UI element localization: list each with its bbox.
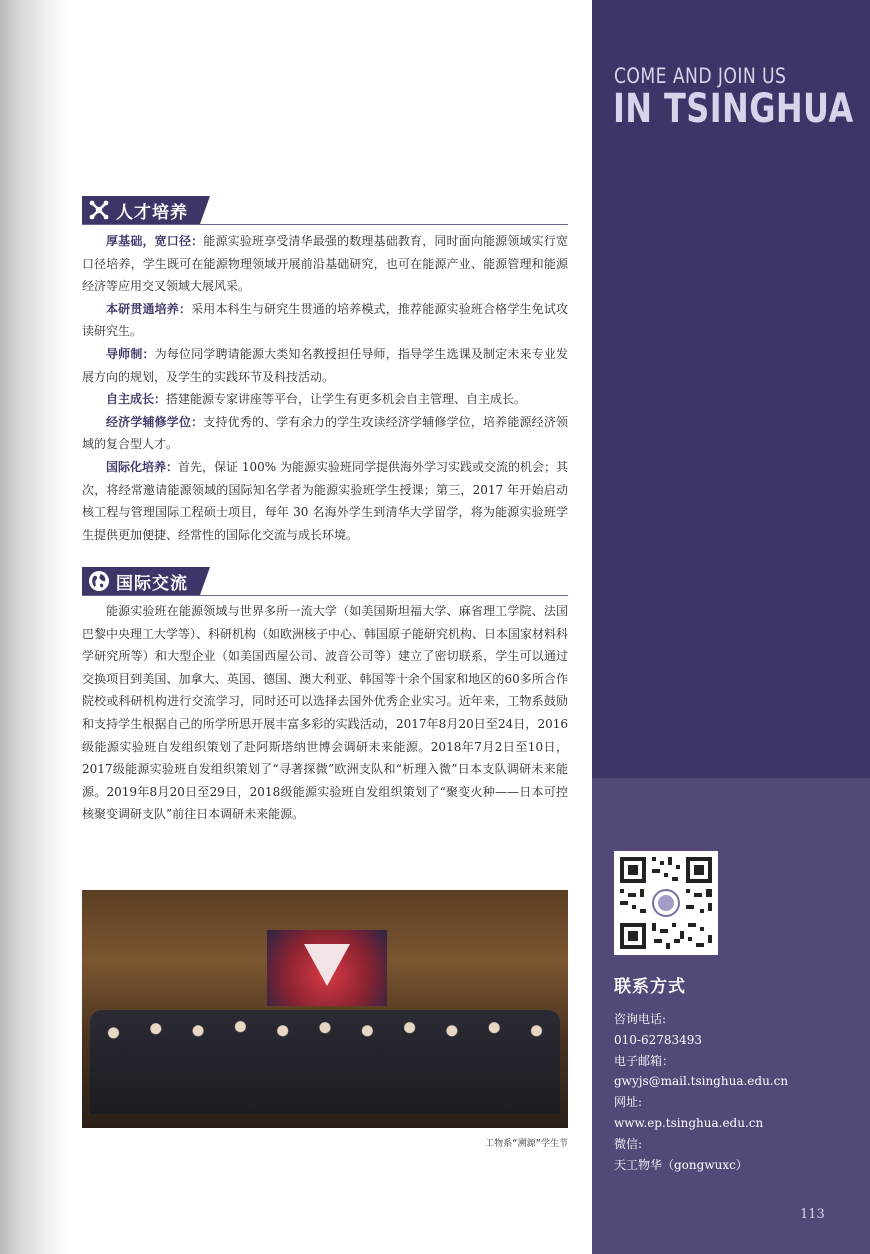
tagline-top: COME AND JOIN US — [614, 64, 787, 88]
paragraph-economics-minor — [82, 411, 568, 456]
paragraph-foundation — [82, 230, 568, 298]
text-mentor: 为每位同学聘请能源大类知名教授担任导师，指导学生选课及制定未来专业发展方向的规划，及学生的实践环节及科技活动。 — [82, 346, 568, 384]
paragraph-self-growth — [82, 388, 568, 411]
photo-caption: 工物系“溯源”学生节 — [485, 1139, 568, 1149]
paragraph-international — [82, 456, 568, 546]
contact-website-label: 网址: — [614, 1095, 643, 1110]
section-label-exchange — [82, 567, 200, 595]
term-economics-minor: 经济学辅修学位： — [106, 414, 204, 429]
paragraph-mentor — [82, 343, 568, 388]
contact-title: 联系方式 — [614, 977, 686, 997]
stage-screen — [267, 930, 387, 1006]
term-mentor: 导师制： — [106, 346, 155, 361]
talent-icon — [88, 199, 110, 221]
contact-website-value[interactable]: www.ep.tsinghua.edu.cn — [614, 1115, 764, 1130]
section-header-talent — [82, 196, 568, 225]
section-body-exchange — [82, 600, 568, 826]
text-economics-minor: 支持优秀的、学有余力的学生攻读经济学辅修学位，培养能源经济领域的复合型人才。 — [82, 414, 568, 452]
contact-wechat-label: 微信: — [614, 1136, 643, 1151]
term-foundation: 厚基础，宽口径： — [106, 234, 204, 248]
student-group — [90, 1010, 560, 1114]
tagline-main: IN TSINGHUA — [613, 86, 854, 132]
text-foundation: 能源实验班享受清华最强的数理基础教育，同时面向能源领域实行宽口径培养，学生既可在能源物理领域开展前沿基础研究，也可在能源产业、能源管理和能源经济等应用交叉领域大展风采。 — [82, 234, 568, 294]
term-international: 国际化培养： — [106, 459, 179, 474]
contact-email-label: 电子邮箱： — [614, 1053, 675, 1068]
text-international: 首先，保证 100% 为能源实验班同学提供海外学习实践或交流的机会；其次，将经常邀请能源领域的国际知名学者为能源实验班学生授课；第三，2017 年开始启动核工程与管理国际工程硕士项目，每年 30 名海外学生到清华大学留学，将为能源实验班学生提供更加便捷、经常性的国际化交流与成长环境。 — [82, 459, 568, 542]
page-number: 113 — [800, 1207, 825, 1222]
paragraph-exchange: 能源实验班在能源领域与世界多所一流大学（如美国斯坦福大学、麻省理工学院、法国巴黎中央理工大学等）、科研机构（如欧洲核子中心、韩国原子能研究机构、日本国家材料科学研究所等）和大型企业（如美国西屋公司、波音公司等）建立了密切联系，学生可以通过交换项目到美国、加拿大、英国、德国、澳大利亚、韩国等十余个国家和地区的60多所合作院校或科研机构进行交流学习，同时还可以选择去国外优秀企业实习。近年来，工物系鼓励和支持学生根据自己的所学所思开展丰富多彩的实践活动，2017年8月20日至24日，2016级能源实验班自发组织策划了赴阿斯塔纳世博会调研未来能源。2018年7月2日至10日，2017级能源实验班自发组织策划了“寻著探微”欧洲支队和“析理入微”日本支队调研未来能源。2019年8月20日至29日，2018级能源实验班自发组织策划了“聚变火种——日本可控核聚变调研支队”前往日本调研未来能源。 — [82, 604, 569, 822]
section-title-talent: 人才培养 — [116, 202, 188, 223]
section-label-talent — [82, 196, 200, 224]
contact-phone-label: 咨询电话: — [614, 1012, 667, 1026]
contact-phone-value: 010-62783493 — [614, 1032, 703, 1047]
sidebar — [592, 0, 870, 1254]
contact-email-value[interactable]: gwyjs@mail.tsinghua.edu.cn — [614, 1074, 789, 1089]
paragraph-integrated — [82, 298, 568, 343]
term-self-growth: 自主成长： — [106, 392, 167, 407]
text-integrated: 采用本科生与研究生贯通的培养模式，推荐能源实验班合格学生免试攻读研究生。 — [82, 301, 568, 339]
contact-wechat-value: 天工物华（gongwuxc） — [614, 1157, 748, 1172]
student-festival-photo — [82, 890, 568, 1128]
qr-code-icon[interactable] — [614, 851, 718, 955]
text-self-growth: 搭建能源专家讲座等平台，让学生有更多机会自主管理、自主成长。 — [166, 392, 527, 407]
section-body-talent — [82, 230, 568, 546]
contact-list — [614, 1009, 788, 1175]
page-spine-shadow — [0, 0, 70, 1254]
globe-icon — [88, 570, 110, 592]
section-header-exchange — [82, 567, 568, 596]
term-integrated: 本研贯通培养： — [106, 301, 192, 316]
section-title-exchange: 国际交流 — [116, 573, 188, 594]
